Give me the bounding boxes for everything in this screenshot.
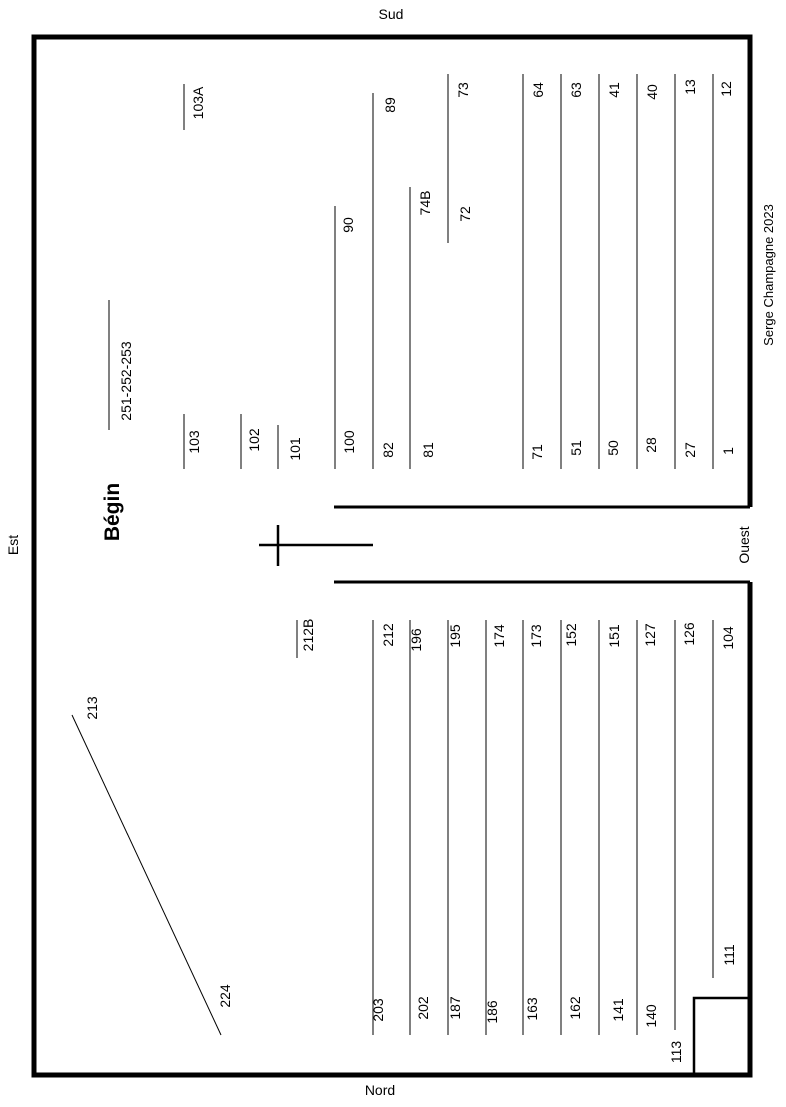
lot-label: 141 — [610, 998, 626, 1022]
lot-label: 140 — [643, 1004, 659, 1028]
lot-label: 163 — [524, 997, 540, 1021]
direction-label-east: Est — [5, 534, 21, 556]
lot-label: 195 — [447, 624, 463, 648]
lot-label: 202 — [415, 996, 431, 1020]
lot-label: 212 — [380, 623, 396, 647]
diagonal-row-line — [72, 715, 221, 1035]
lot-label: 101 — [287, 437, 303, 461]
lot-label: 27 — [682, 442, 698, 458]
lot-label: 174 — [491, 624, 507, 648]
lot-label: 113 — [668, 1040, 684, 1064]
lot-label: 100 — [341, 430, 357, 454]
lot-label: 196 — [408, 628, 424, 652]
lot-label: 51 — [568, 440, 584, 456]
lot-label: 13 — [682, 79, 698, 95]
lot-label: 126 — [681, 622, 697, 646]
lot-label: 203 — [370, 998, 386, 1022]
lot-label: 162 — [567, 996, 583, 1020]
lot-label: 64 — [530, 82, 546, 98]
lot-label: 74B — [417, 190, 433, 216]
lot-label: 50 — [605, 440, 621, 456]
lot-label: 1 — [720, 447, 736, 455]
lot-label: 251-252-253 — [118, 341, 134, 421]
south-rows — [109, 74, 713, 469]
lot-label: 212B — [300, 618, 316, 652]
direction-label-south: Sud — [378, 6, 404, 22]
cross-icon — [259, 525, 373, 566]
lot-label: 81 — [420, 442, 436, 458]
direction-label-north: Nord — [364, 1082, 396, 1098]
lot-label: 102 — [246, 428, 262, 452]
lot-label: 28 — [643, 437, 659, 453]
lot-label: 103 — [186, 430, 202, 454]
lot-label: 213 — [84, 696, 100, 720]
lot-label: 89 — [382, 97, 398, 113]
lot-label: 186 — [484, 1000, 500, 1024]
lot-label: 224 — [217, 984, 233, 1008]
lot-label: 127 — [642, 623, 658, 647]
lot-label: 71 — [529, 444, 545, 460]
cemetery-boundary — [34, 37, 750, 1075]
lot-label: 82 — [380, 442, 396, 458]
lot-label: 104 — [720, 626, 736, 650]
corner-plot — [694, 998, 750, 1075]
map-credit: Serge Champagne 2023 — [761, 204, 776, 346]
lot-label: 187 — [447, 996, 463, 1020]
lot-label: 41 — [606, 82, 622, 98]
lot-label: 173 — [528, 624, 544, 648]
lot-label: 40 — [644, 84, 660, 100]
lot-label: 12 — [718, 81, 734, 97]
lot-label: 73 — [455, 82, 471, 98]
lot-label: 152 — [563, 623, 579, 647]
lot-label: 103A — [190, 86, 206, 120]
north-rows — [72, 620, 713, 1035]
lot-label: 90 — [340, 217, 356, 233]
cemetery-title: Bégin — [101, 482, 124, 542]
lot-label: 151 — [606, 624, 622, 648]
lot-label: 111 — [721, 944, 737, 966]
lot-label: 63 — [568, 82, 584, 98]
direction-label-west: Ouest — [736, 526, 752, 564]
south-lot-labels — [118, 79, 736, 461]
lot-label: 72 — [457, 206, 473, 222]
